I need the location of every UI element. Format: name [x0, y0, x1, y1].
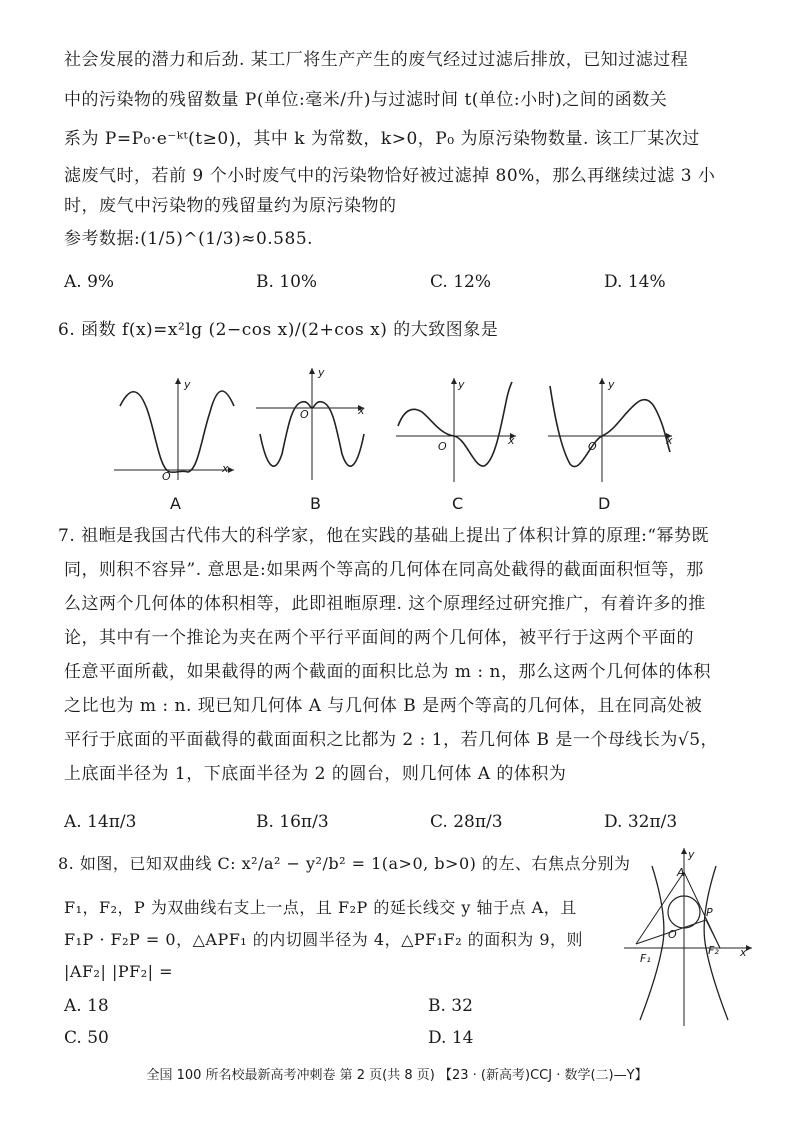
- q8-line-2: F₁，F₂，P 为双曲线右支上一点，且 F₂P 的延长线交 y 轴于点 A，且: [64, 898, 577, 917]
- q8-line-1: 8. 如图，已知双曲线 C: x²/a² − y²/b² = 1(a>0, b>0) 的左、右焦点分别为: [58, 854, 631, 873]
- q7-line-3: 么这两个几何体的体积相等，此即祖暅原理. 这个原理经过研究推广，有着许多的推: [64, 594, 706, 614]
- q5-line-4: 滤废气时，若前 9 个小时废气中的污染物恰好被过滤掉 80%，那么再继续过滤 3 小: [64, 166, 716, 186]
- fig-x-label: x: [740, 946, 747, 959]
- q7-line-1: 7. 祖暅是我国古代伟大的科学家，他在实践的基础上提出了体积计算的原理:“幂势既: [58, 526, 710, 546]
- graph-c[interactable]: [394, 372, 520, 484]
- q5-line-3: 系为 P=P₀·e⁻ᵏᵗ(t≥0)，其中 k 为常数，k>0，P₀ 为原污染物数量. 该工厂某次过: [64, 129, 700, 149]
- graph-d-origin: O: [588, 440, 597, 453]
- q5-option-c[interactable]: C. 12%: [430, 272, 491, 292]
- q8-option-c[interactable]: C. 50: [64, 1028, 109, 1048]
- q6-stem: 6. 函数 f(x)=x²lg (2−cos x)/(2+cos x) 的大致图象是: [58, 320, 499, 340]
- graph-c-y-label: y: [458, 378, 465, 391]
- graph-b[interactable]: [254, 364, 368, 484]
- graph-b-y-label: y: [318, 366, 325, 379]
- q7-option-d[interactable]: D. 32π/3: [604, 812, 678, 832]
- q7-line-6: 之比也为 m : n. 现已知几何体 A 与几何体 B 是两个等高的几何体，且在同高处被: [64, 696, 703, 716]
- q7-option-b[interactable]: B. 16π/3: [256, 812, 329, 832]
- graph-a-label: A: [170, 494, 181, 513]
- graph-d-x-label: x: [666, 434, 673, 447]
- q7-line-8: 上底面半径为 1，下底面半径为 2 的圆台，则几何体 A 的体积为: [64, 764, 567, 784]
- q5-option-d[interactable]: D. 14%: [604, 272, 666, 292]
- q7-option-a[interactable]: A. 14π/3: [64, 812, 137, 832]
- q8-option-d[interactable]: D. 14: [428, 1028, 474, 1048]
- graph-d-y-label: y: [608, 378, 615, 391]
- graph-c-origin: O: [438, 440, 447, 453]
- fig-point-a: A: [677, 866, 685, 879]
- q8-line-4: |AF₂| |PF₂| =: [64, 962, 173, 981]
- q7-line-7: 平行于底面的平面截得的截面面积之比都为 2 : 1，若几何体 B 是一个母线长为√5，: [64, 730, 719, 750]
- fig-y-label: y: [688, 848, 695, 861]
- q8-line-3: F₁P · F₂P = 0，△APF₁ 的内切圆半径为 4，△PF₁F₂ 的面积为 9，则: [64, 930, 584, 949]
- graph-a[interactable]: [112, 372, 240, 484]
- q5-line-1: 社会发展的潜力和后劲. 某工厂将生产产生的废气经过过滤后排放，已知过滤过程: [64, 50, 689, 70]
- q7-line-4: 论，其中有一个推论为夹在两个平行平面间的两个几何体，被平行于这两个平面的: [64, 628, 694, 648]
- q8-option-b[interactable]: B. 32: [428, 996, 473, 1016]
- page-footer: 全国 100 所名校最新高考冲刺卷 第 2 页(共 8 页) 【23 · (新高考)CCJ · 数学(二)—Y】: [146, 1068, 648, 1083]
- fig-point-f1: F₁: [640, 952, 651, 965]
- graph-b-origin: O: [300, 408, 309, 421]
- q5-reference-data: 参考数据:(1/5)^(1/3)≈0.585.: [64, 229, 314, 249]
- q5-line-2: 中的污染物的残留数量 P(单位:毫米/升)与过滤时间 t(单位:小时)之间的函数关: [64, 90, 668, 110]
- hyperbola-figure: [622, 844, 758, 1028]
- q8-option-a[interactable]: A. 18: [64, 996, 109, 1016]
- graph-d-label: D: [598, 494, 611, 513]
- graph-a-y-label: y: [184, 378, 191, 391]
- q7-line-2: 同，则积不容异”. 意思是:如果两个等高的几何体在同高处截得的截面面积恒等，那: [64, 560, 704, 580]
- graph-c-label: C: [452, 494, 464, 513]
- graph-a-origin: O: [162, 470, 171, 483]
- graph-c-x-label: x: [508, 434, 515, 447]
- fig-point-f2: F₂: [708, 944, 719, 957]
- graph-a-x-label: x: [222, 462, 229, 475]
- q7-line-5: 任意平面所截，如果截得的两个截面的面积比总为 m : n，那么这两个几何体的体积: [64, 662, 712, 682]
- graph-b-label: B: [310, 494, 321, 513]
- q5-option-b[interactable]: B. 10%: [256, 272, 318, 292]
- q7-option-c[interactable]: C. 28π/3: [430, 812, 503, 832]
- fig-point-p: P: [706, 906, 713, 919]
- graph-b-x-label: x: [358, 404, 365, 417]
- q5-option-a[interactable]: A. 9%: [64, 272, 115, 292]
- q5-line-5: 时，废气中污染物的残留量约为原污染物的: [64, 196, 397, 216]
- fig-origin: O: [668, 928, 677, 941]
